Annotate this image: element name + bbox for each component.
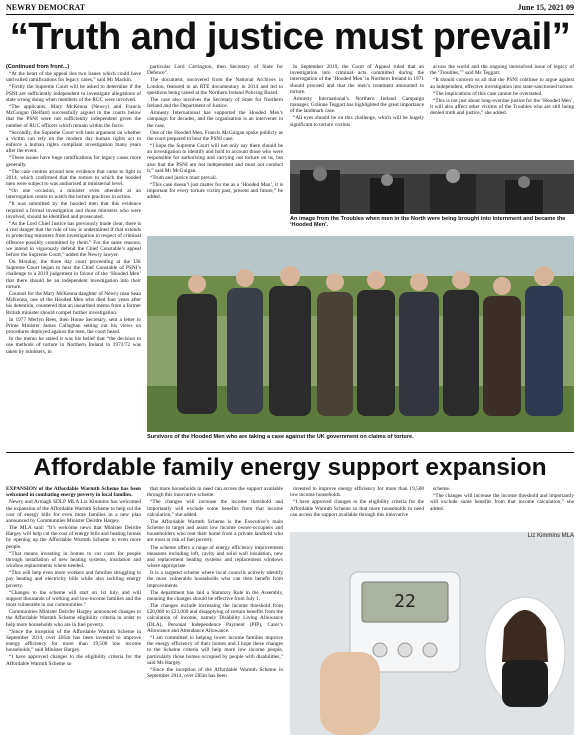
paragraph: “I hope the Supreme Court will not only say there should be an investigation to identify and hold to account those who were responsible for authorising and carrying out torture on us, but also that the PSNI are not independent and must not conduct it,” said Mr McGuigan. [147, 142, 283, 174]
internment-photo-image [290, 160, 574, 214]
paragraph: “All eyes should be on this challenge, which will be hugely significant to torture victims [290, 115, 424, 128]
paragraph: Communities Minister Deirdre Hargey announced changes to the Affordable Warmth Scheme eligibility criteria in order to help more households who are in fuel poverty. [6, 609, 141, 628]
paragraph: across the world and the ongoing unresolved issue of legacy of the ‘Troubles,’” said Ms Teggart. [430, 64, 574, 77]
paragraph: “The changes will increase the income threshold and importantly will exclude some benefits from that income calculation,” she added. [430, 493, 574, 512]
paragraph: “Truth and justice must prevail. [150, 174, 218, 181]
thermostat-photo [290, 532, 574, 735]
paragraph: “Secondly, the Supreme Court will hear argument on whether a victim can rely on the modern day human rights act to enforce a human rights compliant investigation many years after the event. [6, 129, 141, 155]
paragraph: “This case doesn’t just matter for me as a ‘Hooded Man’, it is important for every torture victim past, present and future,” he added. [147, 181, 283, 201]
paragraph: “At the heart of the appeal lies two issues which could have unrivalled ramifications for legacy cases,” said Mr Mackin. [6, 71, 141, 84]
paragraph: “These issues have huge ramifications for legacy cases more generally. [6, 155, 141, 168]
paragraph: “Since the inception of the Affordable Warmth Scheme in September 2014, over £85m has been invested to improve energy efficiency for more than 19,500 low income households,” said Minister Hargey. [6, 628, 141, 654]
paragraph: “I am committed to helping lower income families improve the energy efficiency of their homes and I hope these changes to the Scheme criteria will help more low income people, particularly those homes occupied by people with disabilities,” said Ms Hargey. [147, 634, 283, 666]
paragraph: The scheme offers a range of energy efficiency improvement measures including loft, cavity and solid wall insulation, new and replacement heating systems and replacement windows where appropriate. [147, 544, 283, 570]
paragraph: “I have approved changes to the eligibility criteria for the Affordable Warmth Scheme so [6, 654, 141, 667]
internment-photo-caption: An image from the Troubles when men in the North were being brought into internment and became the ‘Hooded Men’. [290, 216, 566, 229]
article1-col3 [290, 64, 424, 158]
paragraph: “I have approved changes to the eligibility criteria for the Affordable Warmth Scheme so that more households in need can access the support available through this innovative [290, 499, 424, 518]
paragraph: “The case centres around new evidence that came to light in 2014, which confirmed that the torture to which the hooded men were subject to was authorised at ministerial level. [6, 168, 141, 187]
issue-date: June 15, 2021 09 [517, 3, 574, 12]
paragraph: The department has laid a Statutory Rule in the Assembly, meaning the changes should be effective from July 1. [147, 589, 283, 602]
paragraph: “The applicants, Mary McKenna (Newry) and Francis McGuigan (Belfast) successfully argued in the courts below that the PSNI were not sufficiently independent given the number of RUC officers which remain within the force. [6, 103, 141, 129]
paragraph: “The implications of this case cannot be overstated. [433, 90, 543, 97]
paragraph: “This will help even more workers and families struggling to pay heating and electricity bills while also tackling energy poverty. [6, 570, 141, 589]
group-photo-image [147, 236, 574, 432]
article1-col1 [6, 64, 141, 448]
photo-label-mla: Liz Kimmins MLA [527, 533, 574, 539]
paragraph: One of the Hooded Men, Francis McGuigan spoke publicly as the court prepared to hear the PSNI case. [147, 129, 283, 142]
paragraph: scheme. [433, 486, 451, 492]
paragraph: In September 2019, the Court of Appeal ruled that an investigation into criminal acts committed during the interrogation of the ‘Hooded Men’ in Northern Ireland in 1971 should proceed and that the men’s treatment amounted to torture. [290, 64, 424, 95]
paragraph: Amnesty International has supported the Hooded Men’s campaign for decades, and the organisation is an intervener in the case. [147, 110, 283, 129]
paragraph: Newry and Armagh SDLP MLA Liz Kimmins has welcomed the expansion of the Affordable Warmth Scheme to help cut the cost of energy bills for even more families in a new plan announced by Communities Minister Deirdre Hargey. [6, 499, 141, 524]
paragraph: “It was submitted by the hooded men that this evidence required a formal investigation and those ministers who were involved, should be identified and prosecuted. [6, 201, 141, 220]
paragraph: EXPANSION of the Affordable Warmth Scheme has been welcomed in combating energy poverty in local families. [6, 486, 141, 499]
paragraph: The Affordable Warmth Scheme is the Executive’s main Scheme to target and assist low income owner-occupiers and householders who rent their home from a private landlord who are most at risk of fuel poverty. [147, 518, 283, 544]
paragraph: “On one occasion, a minister even attended at an interrogation centre to watch the torture practices in action. [6, 188, 141, 201]
paragraph: In the memo he stated it was his belief that “the decision to use methods of torture in Northern Ireland in 1971/72 was taken by ministers, in [6, 336, 141, 355]
article1-headline: “Truth and justice must prevail” [9, 16, 571, 58]
paragraph: “Since the inception of the Affordable Warmth Scheme in September 2014, over £85m has been [147, 666, 283, 680]
paragraph: It is a targeted scheme where local councils actively identify the most vulnerable households who can then benefit from improvements. [147, 570, 283, 589]
paper-name: NEWRY DEMOCRAT [6, 3, 86, 12]
article2-col2 [147, 486, 283, 735]
thermostat-photo-image [290, 532, 574, 735]
group-photo-caption: Survivors of the Hooded Men who are taking a case against the UK government on claims of torture. [147, 434, 414, 440]
paragraph: “It should concern us all that the PSNI continue to argue against an independent, effective investigation into state-sanctioned torture. [430, 77, 574, 90]
paragraph: Amnesty International’s Northern Ireland Campaign manager, Gráinne Teggart has highlighted the great importance of the landmark case. [290, 95, 424, 115]
paragraph: “This is not just about long-overdue justice for the ‘Hooded Men’, it will also affect other victims of the Troubles who are still being denied truth and justice,” she added. [430, 97, 574, 117]
paragraph: invested to improve energy efficiency for more than 19,500 low income households. [290, 486, 424, 499]
paragraph: Counsel for the Mary McKenna daughter of Newry man Sean McKenna, one of the Hooded Men who died four years after his detention, countered that an unearthed memo from a former British minister should compel further investigation. [6, 290, 141, 316]
article2-headline: Affordable family energy support expansion [6, 452, 574, 485]
paragraph: “Changes to the scheme will start on 1st July, and will support thousands of working and low-income families and the most vulnerable in our communities.” [6, 589, 141, 609]
paragraph: On Monday, the three day court proceeding at the UK Supreme Court began to hear the Chief Constable of PSNI’s challenge to a 2019 judgement in favour of the ‘Hooded Men’ that there should be an independent investigation into their torture. [6, 259, 141, 290]
paragraph: The changes include increasing the income threshold from £20,000 to £23,000 and disapplying of certain benefits from the calculation of income, namely Disability Living Allowance (DLA), Personal Independence Payment (PIP), Carer’s Allowance and Attendance Allowance. [147, 603, 283, 634]
paragraph: “Firstly the Supreme Court will be asked to determine if the PSNI are sufficiently independent to investigate allegations of state wrong doing when members of the RUC were involved. [6, 84, 141, 103]
continued-label: (Continued from front...) [6, 64, 70, 70]
paragraph: In 1977 Merlyn Rees, then Home Secretary, sent a letter to Prime Minister James Callaghan setting out his views on procedures deployed against the men, the court heard. [6, 316, 141, 336]
paragraph: that more households in need can access the support available through this innovative scheme. [147, 486, 283, 499]
paragraph: “The changes will increase the income threshold and importantly will exclude some benefits from that income calculation,” she added. [147, 499, 283, 518]
paragraph: The document, uncovered from the National Archives in London, featured in an RTE documentary in 2014 and led to questions being raised at the Northern Ireland Policing Board. [147, 77, 283, 96]
article1-col4 [430, 64, 574, 158]
thermostat-display: 22 [394, 591, 416, 612]
paragraph: The case also involves the Secretary of State for Northern Ireland and the Department of Justice. [147, 96, 283, 109]
article2-col3 [290, 486, 424, 530]
paragraph: “As the Lord Chief Justice has previously made clear, there is a real danger that the rule of law is undermined if that extends to protecting ministers from investigation in respect of criminal offences possibly committed by them.” For the same reasons, we intend to vigorously defend the Chief Constable’s appeal before the Supreme Court,” added the Newry lawyer. [6, 220, 141, 258]
paragraph: The MLA said: “It’s welcome news that Minister Deirdre Hargey will help cut the cost of energy bills and heating homes by opening up the Affordable Warmth Scheme to even more people. [6, 525, 141, 550]
article2-col4 [430, 486, 574, 530]
paragraph: particular Lord Carrington, then Secretary of State for Defence”. [147, 64, 283, 77]
article2-col1 [6, 486, 141, 735]
internment-photo [290, 160, 574, 214]
hooded-men-group-photo [147, 236, 574, 432]
article1-col2 [147, 64, 283, 234]
paragraph: “That means investing in homes to cut costs for people through installation of new heating systems, insulation and window replacements where needed. [6, 550, 141, 570]
